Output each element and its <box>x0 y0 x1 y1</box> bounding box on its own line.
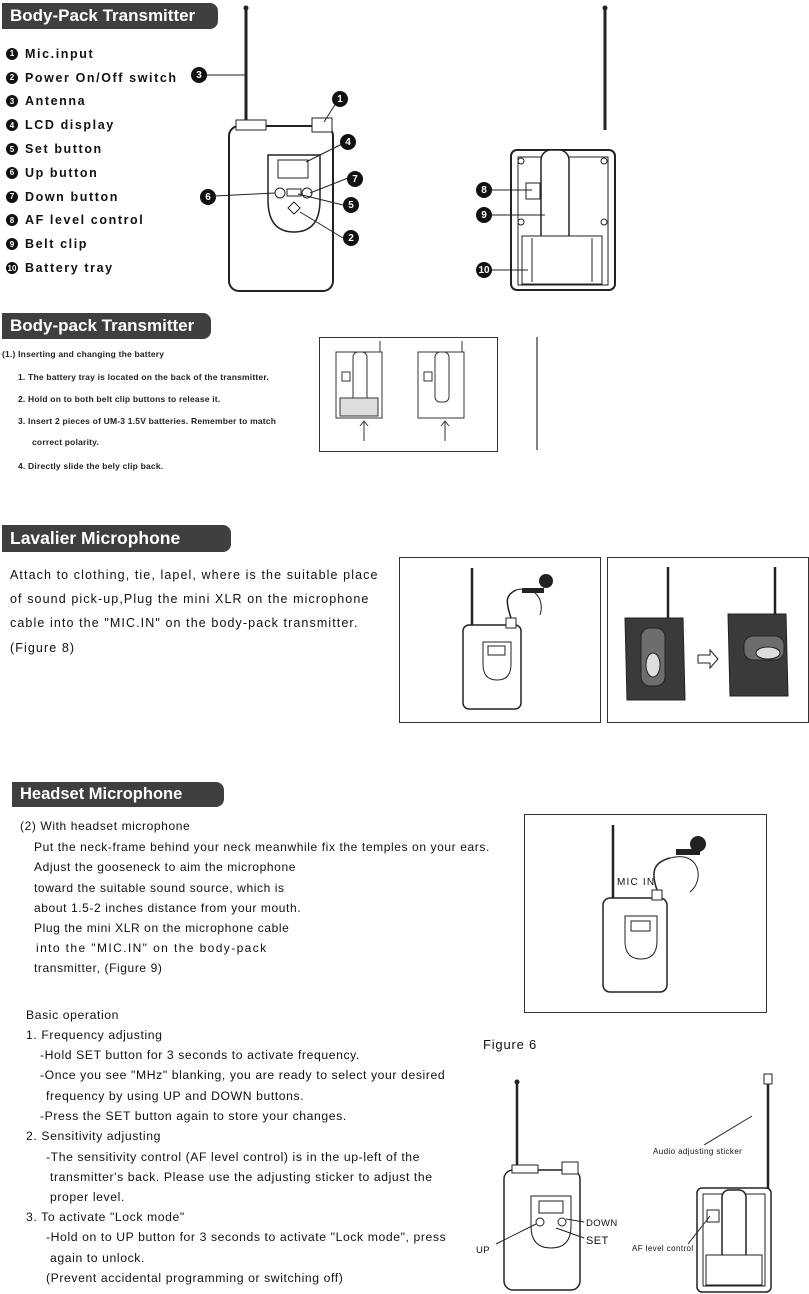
headset-line: Put the neck-frame behind your neck meanwhile fix the temples on your ears. <box>34 840 490 854</box>
battery-step: 2. Hold on to both belt clip buttons to release it. <box>18 394 221 404</box>
callout-8: 8 <box>476 182 492 198</box>
operation-line: -Hold on to UP button for 3 seconds to activate "Lock mode", press <box>46 1230 447 1244</box>
operation-title: Basic operation <box>26 1008 120 1022</box>
section-header-lavalier: Lavalier Microphone <box>2 525 231 552</box>
legend-item: 4 LCD display <box>6 113 178 137</box>
operation-line: -The sensitivity control (AF level control) is in the up-left of the <box>46 1150 421 1164</box>
callout-6: 6 <box>200 189 216 205</box>
headset-line: about 1.5-2 inches distance from your mouth. <box>34 901 302 915</box>
operation-line: 2. Sensitivity adjusting <box>26 1129 161 1143</box>
headset-intro: (2) With headset microphone <box>20 819 191 833</box>
figure-caption: Figure 6 <box>483 1037 538 1052</box>
text-line: cable into the "MIC.IN" on the body-pack transmitter. <box>10 616 359 631</box>
audio-sticker-label: Audio adjusting sticker <box>653 1147 743 1156</box>
text-line: (Figure 8) <box>10 640 76 655</box>
operation-line: (Prevent accidental programming or switching off) <box>46 1271 344 1285</box>
callout-3: 3 <box>191 67 207 83</box>
callout-4: 4 <box>340 134 356 150</box>
legend-item: 1 Mic.input <box>6 42 178 66</box>
operation-line: 1. Frequency adjusting <box>26 1028 163 1042</box>
operation-line: -Once you see "MHz" blanking, you are ready to select your desired <box>40 1068 446 1082</box>
af-level-label: AF level control <box>632 1244 694 1253</box>
callout-7: 7 <box>347 171 363 187</box>
operation-line: again to unlock. <box>50 1251 145 1265</box>
down-label: DOWN <box>586 1218 618 1229</box>
number-badge: 10 <box>7 263 17 273</box>
operation-line: transmitter's back. Please use the adjusting sticker to adjust the <box>50 1170 433 1184</box>
legend-item: 7 Down button <box>6 185 178 209</box>
callout-1: 1 <box>332 91 348 107</box>
set-label: SET <box>586 1235 609 1247</box>
callout-9: 9 <box>476 207 492 223</box>
battery-step: correct polarity. <box>32 437 100 447</box>
callout-2: 2 <box>343 230 359 246</box>
legend-item: 6 Up button <box>6 161 178 185</box>
operation-line: frequency by using UP and DOWN buttons. <box>46 1089 305 1103</box>
operation-line: -Press the SET button again to store your changes. <box>40 1109 347 1123</box>
headset-line: toward the suitable sound source, which is <box>34 881 285 895</box>
callout-5: 5 <box>343 197 359 213</box>
operation-line: -Hold SET button for 3 seconds to activate frequency. <box>40 1048 360 1062</box>
battery-step: 1. The battery tray is located on the back of the transmitter. <box>18 372 269 382</box>
operation-line: proper level. <box>50 1190 125 1204</box>
section-header-headset: Headset Microphone <box>12 782 224 807</box>
text-line: of sound pick-up,Plug the mini XLR on the microphone <box>10 592 370 607</box>
battery-step: 4. Directly slide the bely clip back. <box>18 461 164 471</box>
mic-in-label: MIC IN <box>617 877 656 888</box>
number-badge: 1 <box>6 48 18 60</box>
battery-step: 3. Insert 2 pieces of UM-3 1.5V batteries. Remember to match <box>18 416 277 426</box>
headset-line: Adjust the gooseneck to aim the microphone <box>34 860 297 874</box>
section-header-battery: Body-pack Transmitter <box>2 313 211 339</box>
text-line: Attach to clothing, tie, lapel, where is the suitable place <box>10 568 379 582</box>
number-badge: 6 <box>6 167 18 179</box>
operation-line: 3. To activate "Lock mode" <box>26 1210 185 1224</box>
number-badge: 7 <box>6 191 18 203</box>
number-badge: 4 <box>6 119 18 131</box>
legend-item: 8 AF level control <box>6 209 178 233</box>
number-badge: 5 <box>6 143 18 155</box>
legend-item: 5 Set button <box>6 137 178 161</box>
number-badge: 3 <box>6 95 18 107</box>
headset-line: transmitter, (Figure 9) <box>34 961 163 975</box>
headset-line: Plug the mini XLR on the microphone cable <box>34 921 290 935</box>
legend-item: 9 Belt clip <box>6 232 178 256</box>
callout-10: 10 <box>476 262 492 278</box>
legend-item: 2 Power On/Off switch <box>6 66 178 90</box>
number-badge: 9 <box>6 238 18 250</box>
number-badge: 2 <box>6 72 18 84</box>
battery-intro: (1.) Inserting and changing the battery <box>2 349 165 359</box>
section-header-body-pack: Body-Pack Transmitter <box>2 3 218 29</box>
legend-item: 3 Antenna <box>6 90 178 114</box>
up-label: UP <box>476 1245 490 1256</box>
number-badge: 8 <box>6 214 18 226</box>
legend-item: 10 Battery tray <box>7 261 114 276</box>
headset-line: into the "MIC.IN" on the body-pack <box>36 941 268 955</box>
